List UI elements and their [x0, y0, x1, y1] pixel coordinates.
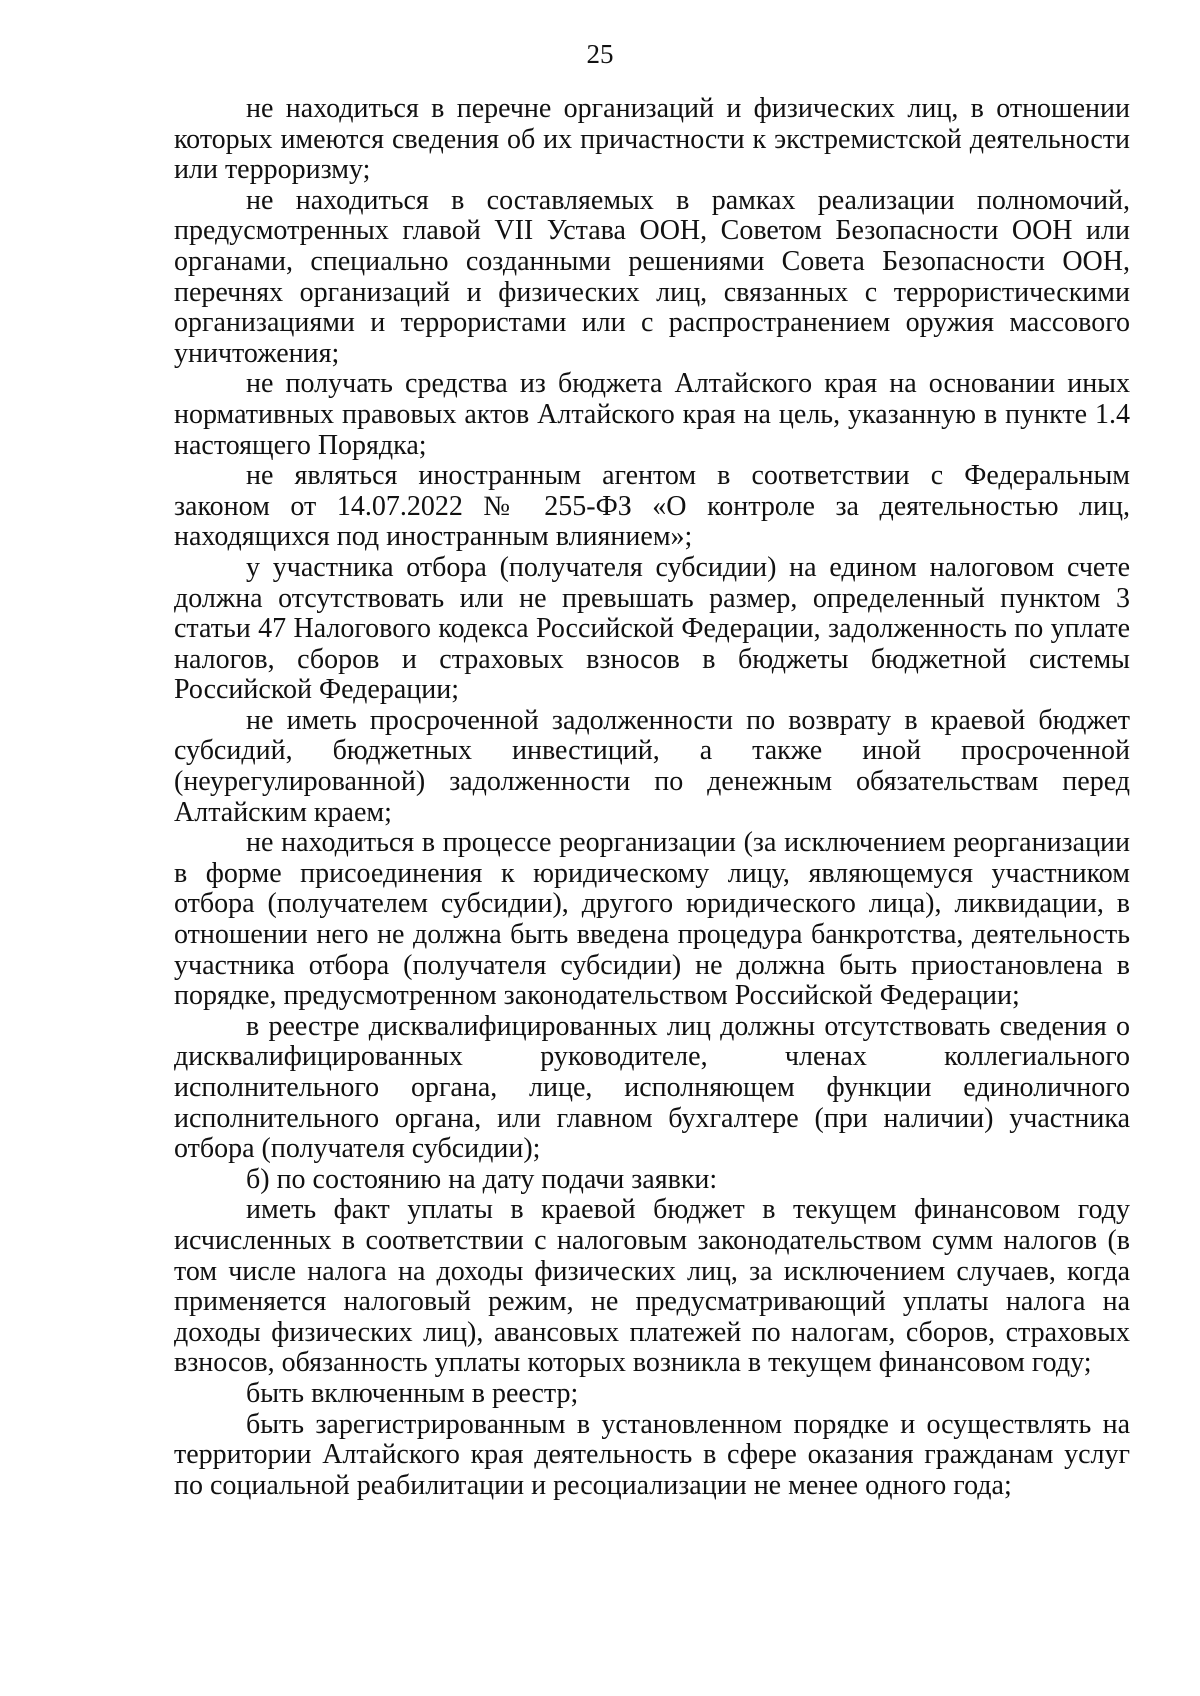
paragraph-no-other-budget-funds: не получать средства из бюджета Алтайского края на основании иных нормативных правовых актов Алтайского края на цель, указанную в пункте 1.4 настоящего Порядка; [174, 368, 1130, 461]
paragraph-overdue-debt: не иметь просроченной задолженности по возврату в краевой бюджет субсидий, бюджетных инвестиций, а также иной просроченной (неурегулированной) задолженности по денежным обязательствам перед Алтайским краем; [174, 704, 1130, 828]
paragraph-tax-payment-fact: иметь факт уплаты в краевой бюджет в текущем финансовом году исчисленных в соответствии с налоговым законодательством сумм налогов (в том числе налога на доходы физических лиц, за исключением случаев, когда применяется налоговый режим, не предусматривающий уплаты налога на доходы физических лиц), авансовых платежей по налогам, сборов, страховых взносов, обязанность уплаты которых возникла в текущем финансовом году; [174, 1194, 1130, 1379]
paragraph-reorganization: не находиться в процессе реорганизации (за исключением реорганизации в форме присоединения к юридическому лицу, являющемуся участником отбора (получателем субсидии), другого юридического лица), ликвидации, в отношении него не должна быть введена процедура банкротства, деятельность участника отбора (получателя субсидии) не должна быть приостановлена в порядке, предусмотренном законодательством Российской Федерации; [174, 827, 1130, 1012]
paragraph-registration-activity: быть зарегистрированным в установленном порядке и осуществлять на территории Алтайского края деятельность в сфере оказания гражданам услуг по социальной реабилитации и ресоциализации не менее одного года; [174, 1408, 1130, 1501]
paragraph-un-sanctions-list: не находиться в составляемых в рамках реализации полномочий, предусмотренных главой VII Устава ООН, Советом Безопасности ООН или органами, специально созданными решениями Совета Безопасности ООН, перечнях организаций и физических лиц, связанных с террористическими организациями и террористами или с распространением оружия массового уничтожения; [174, 184, 1130, 369]
paragraph-registry-inclusion: быть включенным в реестр; [246, 1377, 579, 1409]
paragraph-extremism-list: не находиться в перечне организаций и физических лиц, в отношении которых имеются сведения об их причастности к экстремистской деятельности или терроризму; [174, 93, 1130, 186]
paragraph-foreign-agent: не являться иностранным агентом в соответствии с Федеральным законом от 14.07.2022 № 255-ФЗ «О контроле за деятельностью лиц, находящихся под иностранным влиянием»; [174, 460, 1130, 553]
paragraph-tax-debt: у участника отбора (получателя субсидии) на едином налоговом счете должна отсутствовать или не превышать размер, определенный пунктом 3 статьи 47 Налогового кодекса Российской Федерации, задолженность по уплате налогов, сборов и страховых взносов в бюджеты бюджетной системы Российской Федерации; [174, 551, 1130, 706]
document-body [174, 94, 1130, 1501]
paragraph-disqualified-persons: в реестре дисквалифицированных лиц должны отсутствовать сведения о дисквалифицированных руководителе, членах коллегиального исполнительного органа, лице, исполняющем функции единоличного исполнительного органа, или главном бухгалтере (при наличии) участника отбора (получателя субсидии); [174, 1010, 1130, 1165]
paragraph-as-of-application-date: б) по состоянию на дату подачи заявки: [246, 1163, 718, 1195]
page-number: 25 [586, 39, 614, 69]
